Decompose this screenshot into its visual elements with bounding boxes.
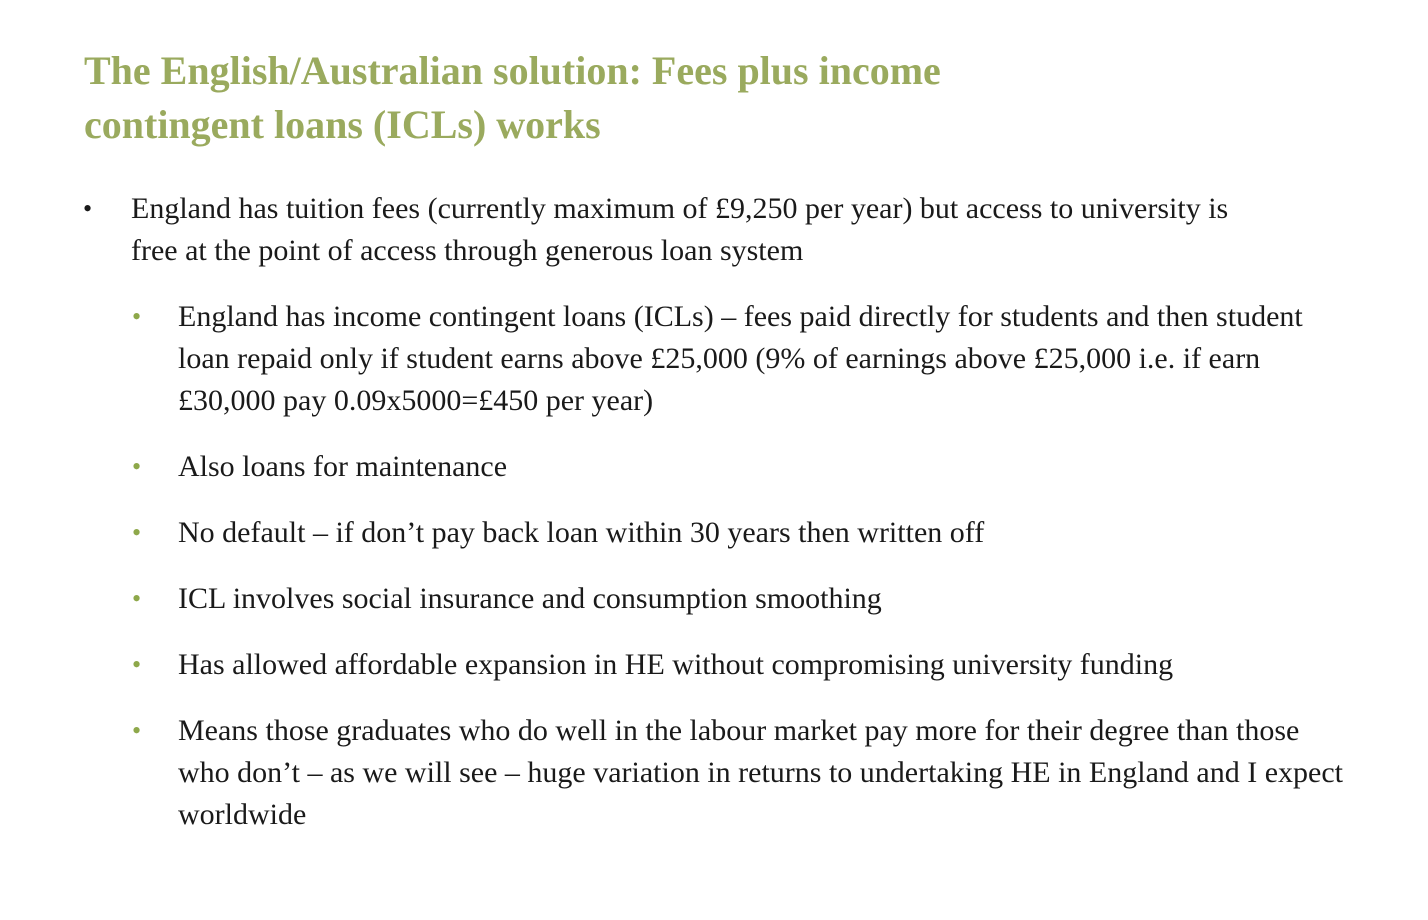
sub-bullet-text: Has allowed affordable expansion in HE without compromising university funding <box>178 648 1174 681</box>
sub-bullet-marker: • <box>132 302 142 331</box>
sub-bullet-social-insurance <box>132 578 1358 620</box>
slide-title <box>84 44 1184 152</box>
sub-bullet-marker: • <box>132 584 142 613</box>
sub-bullet-marker: • <box>132 650 142 679</box>
bullet-marker: • <box>83 194 93 223</box>
sub-bullet-text: Means those graduates who do well in the labour market pay more for their degree than those who don’t – as we will see – huge variation in returns to undertaking HE in England and I expect worldwide <box>178 714 1343 831</box>
sub-bullet-icl <box>132 296 1358 422</box>
sub-bullet-text: No default – if don’t pay back loan within 30 years then written off <box>178 516 985 549</box>
bullet-list <box>0 188 1428 860</box>
sub-bullet-marker: • <box>132 452 142 481</box>
sub-bullet-expansion <box>132 644 1358 686</box>
sub-bullet-text: England has income contingent loans (ICLs) – fees paid directly for students and then student loan repaid only if student earns above £25,000 (9% of earnings above £25,000 i.e. if earn £30,000 pay 0.09x5000=£450 per year) <box>178 300 1303 417</box>
slide-title-line-2: contingent loans (ICLs) works <box>84 102 601 147</box>
sub-bullet-no-default <box>132 512 1358 554</box>
sub-bullet-marker: • <box>132 518 142 547</box>
sub-bullet-text: ICL involves social insurance and consumption smoothing <box>178 582 882 615</box>
main-bullet-text: England has tuition fees (currently maximum of £9,250 per year) but access to university is free at the point of access through generous loan system <box>131 192 1229 267</box>
sub-bullet-text: Also loans for maintenance <box>178 450 508 483</box>
sub-bullet-graduates <box>132 710 1358 836</box>
slide-title-line-1: The English/Australian solution: Fees plus income <box>84 48 941 93</box>
sub-bullet-maintenance <box>132 446 1358 488</box>
sub-bullet-marker: • <box>132 716 142 745</box>
main-bullet <box>83 188 1251 272</box>
